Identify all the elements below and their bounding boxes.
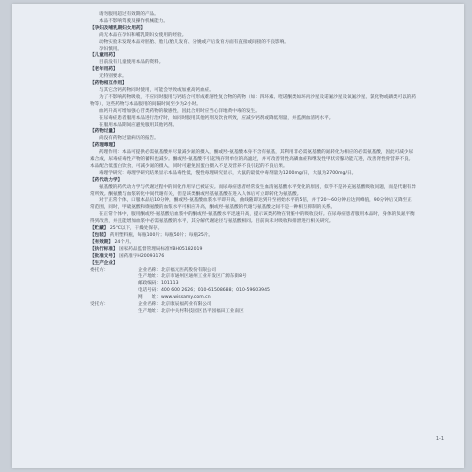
manufacturer-heading: 【生产企业】 [90,260,118,266]
pediatric-heading: 【儿童用药】 [90,53,118,59]
approval-row [90,247,416,254]
pharmacokinetics-line: 氨基酸的药代动力学与代谢过程中的同化作用早已被证实。而尿毒症患者经常发生血清氨基酸水平变化的原因，似乎不是补充氨基酸吸收问题，而是代谢有异常所致。酮氨酸与血浆转化中间代谢有关，但是该类酮或羟基氨基酸在进入人体后可立即转化为氨基酸。 [90,184,416,197]
license-heading: 【批准文号】 [90,253,118,259]
elderly-line: 无特别要求。 [99,74,127,80]
overdose-line: 尚没有药物过量病历的报告。 [99,136,159,142]
entrusting-row: 电话号码：400 600 2626；010-61508688；010-59603945 [138,288,270,294]
text-line: 请勿服用超过有效期的产品。 [99,12,159,17]
entrusting-label: 委托方： [90,267,109,273]
page-number: 1-1 [435,436,444,442]
pharmacology-line: 毒理学研究：毒理学研究结果显示本品毒性低，慢性毒理研究显示，大鼠的最低中毒剂量为1200mg/日，大鼠为2700mg/日。 [99,170,357,176]
interaction-line: 在服用本品期间应避免服用其他钙剂。 [99,122,178,128]
storage-heading: 【贮藏】 [90,226,109,232]
elderly-heading: 【老年用药】 [90,67,118,73]
pregnancy-line: 尚无本品在孕妇和哺乳期妇女使用的经验。 [99,32,187,38]
license-text: 国药准字H20093176 [119,253,165,259]
pharmacology-heading: 【药理毒理】 [90,143,118,149]
entrusting-row: 生产地址：北京市通州区通州工业开发区广源东街8号 [138,274,247,280]
contracted-row: 企业名称：北京康辰福药业有限公司 [138,302,212,308]
packaging-heading: 【包装】 [90,233,109,238]
validity-heading: 【有效期】 [90,239,113,245]
pregnancy-line: 孕妇慎用。 [99,46,122,52]
approval-heading: 【执行标准】 [90,246,118,252]
pharmacokinetics-heading: 【药代动力学】 [90,177,123,183]
license-row [90,254,416,261]
interaction-line: 为了不影响药物吸收，不应同时服用与钙结合可形成难溶性复合物的药物（如：四环素、喹诺酮类如环丙沙星及诺氟沙星及氧氟沙星、氯化物或磷类可以的药物等），这些药物与本品服用的间隔时间至少为2小时。 [90,94,416,107]
text-line: 本品不影响驾驶及操作机械能力。 [99,18,168,24]
leaflet-page [12,4,464,468]
entrusting-row: 邮政编码：101113 [138,281,179,287]
packaging-row [90,233,416,240]
pregnancy-heading: 【孕妇及哺乳期妇女用药】 [90,25,146,31]
contracted-party [90,302,416,316]
validity-text: 24个月。 [114,239,135,245]
entrusting-party [90,268,416,303]
interaction-line: 与其它含钙药物同时使用，可能会导致或加重高钙血症。 [99,87,214,93]
leaflet-content [90,12,416,316]
pharmacokinetics-line: 在正常个体中，服用酮或羟-氨基酸后血浆中的酮或羟-氨基酸水平迅速升高，提示该类药物在肾脏中的吸收良好。在尿毒症患者服用本品时，身体的负氮平衡得到改善，并且能增加血浆中必需氨基酸的水平，其分解代谢途径与氨基酸相同。目前尚未对吸收和排泄进行相关研究。 [90,212,415,225]
packaging-text: 药用塑料瓶，每瓶100片；每瓶50片；每瓶25片。 [109,233,214,238]
interaction-heading: 【药物相互作用】 [90,81,127,87]
pharmacokinetics-line: 对于正常个体，口服本品后10分钟，酮或羟-氨基酸血浆水平即升高，曲线随即达到升至初始水平的5倍，并于20～60分钟后达到峰值，90分钟后又降至正常范围，同时，甲硫氨酸和缬氨酸的血浆水平可相应升高，酮或羟-氨基酸的代谢与氨基酸之间不是一种相互抑制的关系。 [90,198,412,211]
entrusting-row: 网 址：www.wissamy.com.cn [138,295,211,301]
interaction-line: 血钙升高可增加强心苷类药物的敏感性，因此合用时应当心洋地黄中毒的发生。 [99,108,260,114]
storage-row [90,226,416,233]
pharmacology-line: 药理作用：本品可提供必需氨基酸并尽量减少氮的摄入，酮或羟-氨基酸本身不含有氨基，其利用非必需氨基酸的氮转化为相应的必需氨基酸，因此可减少尿素合成，尿毒症毒性产物的蓄积也减少。酮或羟-氨基酸不引起残存肾单位的高滤过，并可改善肾性高磷血症和继发性甲状旁腺功能亢进，改善肾性骨营养不良。本品配合低蛋白饮食，可减少氮的摄入，同时可避免因蛋白摄入不足及营养不良引起的不良后果。 [90,150,414,169]
contracted-label: 受托方： [90,302,109,308]
interaction-line: 在尿毒症患者服用本品进行治疗时，如同时服用其他钙剂及饮食所致，应减少钙剂或降低剂量，并监测血清钙水平。 [99,115,334,121]
entrusting-details [138,268,270,303]
entrusting-row: 企业名称：北京福元医药股份有限公司 [138,267,217,273]
contracted-row: 生产地址：北京中关村科技园区昌平园福田工业南区 [138,308,244,314]
storage-text: 25℃以下，干燥处保存。 [109,226,163,232]
validity-row [90,240,416,247]
contracted-details [138,302,244,316]
overdose-heading: 【药物过量】 [90,129,118,135]
pregnancy-line: 动物实验未发现本品对胚胎、胎儿/胎儿发育、分娩或产后发育方面有直接或间接的不良影响。 [99,39,289,45]
approval-text: 国家药品监督管理局标准YBH05182019 [119,246,203,252]
pediatric-line: 目前没有儿童使用本品的资料。 [99,60,164,66]
